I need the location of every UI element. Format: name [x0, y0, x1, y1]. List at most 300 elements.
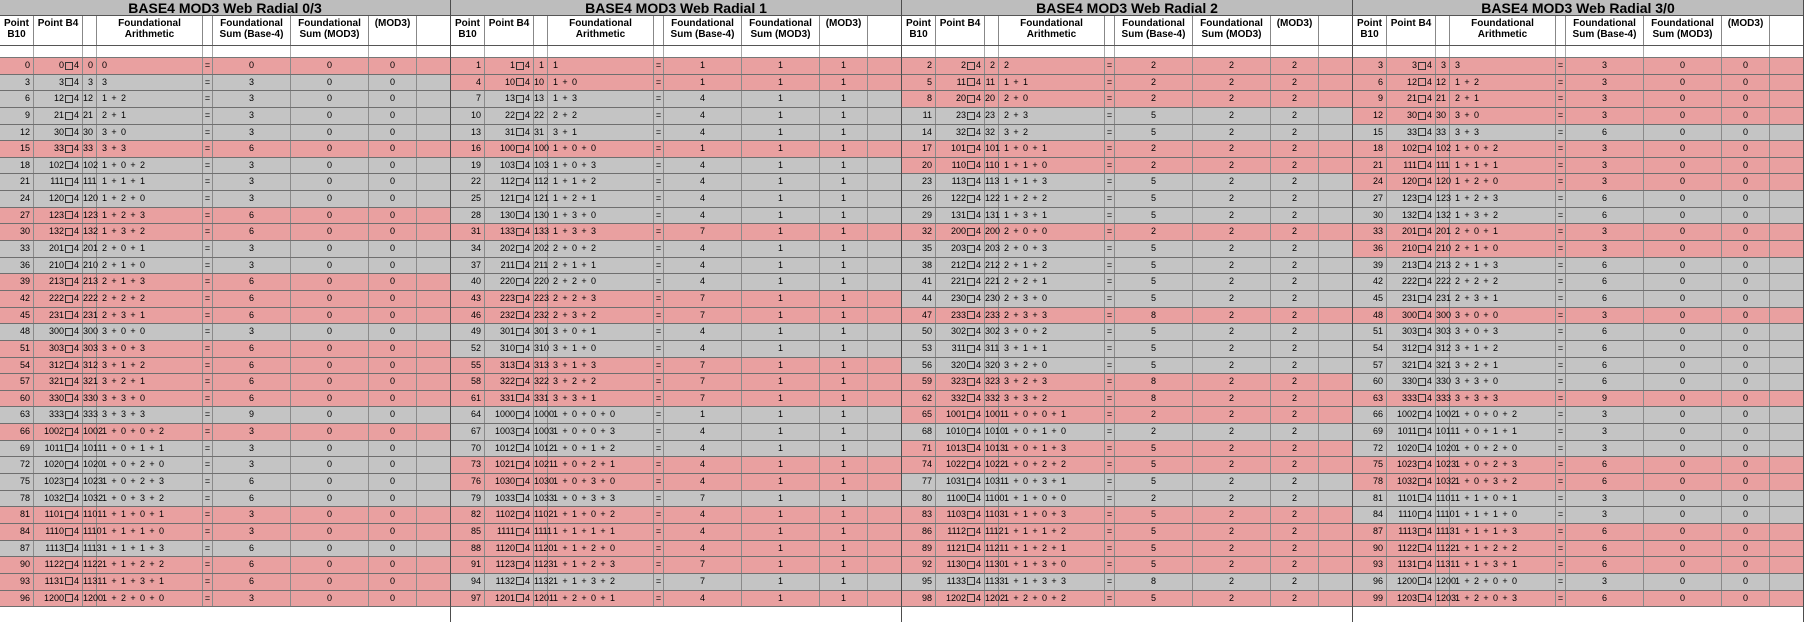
- mod3-cell: 0: [1722, 291, 1770, 307]
- arithmetic-cell: [1450, 341, 1556, 357]
- arithmetic-cell: [548, 274, 654, 290]
- sum-mod3-cell: 0: [291, 274, 369, 290]
- plus-sign: +: [111, 326, 117, 337]
- point-b10-cell: 95: [902, 574, 936, 590]
- digit-cell: 2: [120, 376, 126, 387]
- digit-cell: 2: [1003, 276, 1009, 287]
- arith-number-cell: 333: [83, 407, 97, 423]
- plus-sign: +: [1051, 459, 1057, 470]
- plus-sign: +: [1013, 459, 1019, 470]
- base-suffix: 4: [1426, 459, 1432, 470]
- square-icon: [65, 494, 73, 502]
- mod3-cell: 2: [1271, 358, 1319, 374]
- mod3-cell: 2: [1271, 524, 1319, 540]
- plus-sign: +: [111, 292, 117, 303]
- arithmetic-cell: [97, 258, 203, 274]
- point-b10-cell: 53: [902, 341, 936, 357]
- digit-cell: 0: [590, 209, 596, 220]
- square-icon: [967, 95, 975, 103]
- base-suffix: 4: [1426, 209, 1432, 220]
- point-b10-cell: 39: [0, 274, 34, 290]
- sum-mod3-cell: 0: [291, 491, 369, 507]
- digit-cell: 1: [590, 326, 596, 337]
- base-suffix: 4: [975, 60, 981, 70]
- plus-sign: +: [581, 542, 587, 553]
- point-b10-cell: 37: [451, 258, 485, 274]
- digit-cell: 3: [609, 492, 615, 503]
- plus-sign: +: [600, 476, 606, 487]
- arithmetic-cell: [1450, 208, 1556, 224]
- sum-base4-cell: 2: [1115, 407, 1193, 423]
- table-row: [0, 241, 450, 258]
- arithmetic-cell: [999, 507, 1105, 523]
- blank-cell: [999, 46, 1105, 57]
- point-b4-value: 302: [950, 326, 966, 337]
- plus-sign: +: [149, 509, 155, 520]
- arith-number-cell: 223: [534, 291, 548, 307]
- digit-cell: 1: [1473, 243, 1479, 254]
- plus-sign: +: [130, 476, 136, 487]
- sum-base4-cell: 3: [1566, 491, 1644, 507]
- square-icon: [1418, 178, 1426, 186]
- arith-number-cell: 201: [83, 241, 97, 257]
- point-b10-cell: 2: [902, 58, 936, 74]
- plus-sign: +: [111, 193, 117, 204]
- point-b4-value: 32: [955, 126, 966, 137]
- equals-sign: =: [1105, 457, 1115, 473]
- digit-cell: 3: [1511, 459, 1517, 470]
- point-b4-cell: [1387, 208, 1436, 224]
- square-icon: [65, 594, 73, 602]
- plus-sign: +: [1502, 476, 1508, 487]
- digit-cell: 1: [1454, 476, 1460, 487]
- digit-cell: 3: [101, 342, 107, 353]
- digit-cell: 1: [120, 109, 126, 120]
- equals-sign: =: [654, 191, 664, 207]
- blank-cell: [34, 46, 83, 57]
- table-row: [902, 108, 1352, 125]
- point-b10-cell: 47: [902, 308, 936, 324]
- point-b10-cell: 30: [0, 224, 34, 240]
- digit-cell: 1: [1041, 525, 1047, 536]
- plus-sign: +: [1464, 525, 1470, 536]
- digit-cell: 1: [158, 509, 164, 520]
- point-b4-value: 1002: [43, 426, 64, 437]
- equals-sign: =: [654, 407, 664, 423]
- plus-sign: +: [130, 159, 136, 170]
- sum-base4-cell: 7: [664, 557, 742, 573]
- table-row: [902, 308, 1352, 325]
- point-b4-cell: [485, 191, 534, 207]
- plus-sign: +: [111, 409, 117, 420]
- digit-cell: 3: [1454, 60, 1460, 70]
- table-row: [451, 491, 901, 508]
- plus-sign: +: [1013, 376, 1019, 387]
- mod3-cell: 1: [820, 274, 868, 290]
- arithmetic-cell: [97, 574, 203, 590]
- equals-sign: =: [203, 224, 213, 240]
- digit-cell: 2: [1473, 76, 1479, 87]
- point-b4-value: 1110: [1398, 509, 1417, 520]
- arith-number-cell: 110: [985, 158, 999, 174]
- mod3-cell: 0: [369, 308, 417, 324]
- base-suffix: 4: [73, 575, 79, 586]
- base-suffix: 4: [975, 525, 981, 536]
- digit-cell: 2: [158, 426, 164, 437]
- sum-mod3-cell: 0: [291, 191, 369, 207]
- point-b10-cell: 84: [1353, 507, 1387, 523]
- point-b4-cell: [485, 208, 534, 224]
- plus-sign: +: [1032, 193, 1038, 204]
- square-icon: [516, 361, 524, 369]
- square-icon: [516, 577, 524, 585]
- equals-sign: =: [1556, 308, 1566, 324]
- digit-cell: 2: [1060, 459, 1066, 470]
- digit-cell: 3: [1454, 376, 1460, 387]
- arith-number-cell: 1010: [985, 424, 999, 440]
- sum-mod3-cell: 1: [742, 191, 820, 207]
- table-row: [0, 391, 450, 408]
- header-spacer: [1556, 16, 1566, 45]
- point-b4-value: 221: [950, 276, 966, 287]
- equals-sign: =: [654, 274, 664, 290]
- point-b4-cell: [936, 341, 985, 357]
- point-b4-cell: [1387, 91, 1436, 107]
- base-suffix: 4: [73, 326, 79, 337]
- blank-cell: [1556, 46, 1566, 57]
- digit-cell: 0: [1511, 442, 1517, 453]
- equals-sign: =: [654, 491, 664, 507]
- sum-base4-cell: 6: [213, 208, 291, 224]
- square-icon: [516, 95, 524, 103]
- base-suffix: 4: [524, 359, 530, 370]
- plus-sign: +: [1032, 159, 1038, 170]
- mod3-cell: 0: [369, 291, 417, 307]
- table-row: [451, 457, 901, 474]
- sum-base4-cell: 6: [1566, 274, 1644, 290]
- arith-number-cell: 130: [534, 208, 548, 224]
- arithmetic-cell: [1450, 491, 1556, 507]
- arith-number-cell: 330: [83, 391, 97, 407]
- arithmetic-cell: [548, 391, 654, 407]
- digit-cell: 1: [1492, 292, 1498, 303]
- plus-sign: +: [130, 309, 136, 320]
- table-row: [0, 108, 450, 125]
- mod3-cell: 1: [820, 141, 868, 157]
- table-row: [902, 258, 1352, 275]
- table-row: [451, 191, 901, 208]
- digit-cell: 3: [1454, 126, 1460, 137]
- point-b4-cell: [936, 424, 985, 440]
- equals-sign: =: [203, 141, 213, 157]
- point-b10-cell: 65: [902, 407, 936, 423]
- point-b4-cell: [34, 291, 83, 307]
- base-suffix: 4: [524, 143, 530, 154]
- base-suffix: 4: [73, 359, 79, 370]
- digit-cell: 3: [552, 376, 558, 387]
- square-icon: [516, 528, 524, 536]
- plus-sign: +: [1464, 309, 1470, 320]
- digit-cell: 1: [1022, 259, 1028, 270]
- sum-mod3-cell: 1: [742, 407, 820, 423]
- sum-base4-cell: 3: [1566, 241, 1644, 257]
- arithmetic-cell: [1450, 457, 1556, 473]
- plus-sign: +: [1032, 243, 1038, 254]
- base-suffix: 4: [1426, 243, 1432, 254]
- arith-number-cell: 211: [534, 258, 548, 274]
- point-b4-value: 200: [950, 226, 966, 237]
- plus-sign: +: [130, 292, 136, 303]
- square-icon: [65, 378, 73, 386]
- plus-sign: +: [1013, 359, 1019, 370]
- sum-base4-cell: 2: [1115, 224, 1193, 240]
- arithmetic-cell: [1450, 191, 1556, 207]
- sum-base4-cell: 7: [664, 224, 742, 240]
- point-b4-value: 30: [53, 126, 64, 137]
- plus-sign: +: [1464, 359, 1470, 370]
- table-row: [0, 174, 450, 191]
- arithmetic-cell: [999, 591, 1105, 607]
- point-b4-cell: [1387, 358, 1436, 374]
- square-icon: [65, 62, 73, 70]
- blank-cell: [291, 46, 369, 57]
- point-b4-cell: [1387, 574, 1436, 590]
- mod3-cell: 0: [1722, 457, 1770, 473]
- point-b10-cell: 10: [451, 108, 485, 124]
- square-icon: [516, 178, 524, 186]
- square-icon: [1418, 195, 1426, 203]
- equals-sign: =: [1556, 158, 1566, 174]
- base-suffix: 4: [73, 376, 79, 387]
- base-suffix: 4: [73, 525, 79, 536]
- plus-sign: +: [1032, 326, 1038, 337]
- arithmetic-cell: [999, 291, 1105, 307]
- digit-cell: 0: [1473, 442, 1479, 453]
- table-row: [902, 75, 1352, 92]
- digit-cell: 2: [1022, 359, 1028, 370]
- point-b4-cell: [485, 557, 534, 573]
- point-b4-value: 1100: [946, 492, 966, 503]
- equals-sign: =: [1556, 541, 1566, 557]
- mod3-cell: 1: [820, 374, 868, 390]
- equals-sign: =: [1105, 407, 1115, 423]
- plus-sign: +: [1013, 592, 1019, 603]
- base-suffix: 4: [975, 359, 981, 370]
- header-spacer: [985, 16, 999, 45]
- point-b10-cell: 8: [902, 91, 936, 107]
- sum-base4-cell: 5: [1115, 474, 1193, 490]
- mod3-cell: 0: [1722, 341, 1770, 357]
- base-suffix: 4: [975, 143, 981, 154]
- square-icon: [65, 544, 73, 552]
- sum-base4-cell: 3: [213, 158, 291, 174]
- table-row: [1353, 125, 1803, 142]
- point-b10-cell: 98: [902, 591, 936, 607]
- sum-base4-cell: 5: [1115, 541, 1193, 557]
- mod3-cell: 2: [1271, 557, 1319, 573]
- digit-cell: 1: [1022, 509, 1028, 520]
- plus-sign: +: [111, 209, 117, 220]
- table-row: [451, 241, 901, 258]
- table-row: [451, 574, 901, 591]
- plus-sign: +: [130, 525, 136, 536]
- arith-number-cell: 1023: [83, 474, 97, 490]
- plus-sign: +: [1464, 143, 1470, 154]
- point-b4-value: 1121: [946, 542, 966, 553]
- plus-sign: +: [581, 376, 587, 387]
- base-suffix: 4: [1426, 592, 1432, 603]
- base-suffix: 4: [73, 409, 79, 420]
- plus-sign: +: [562, 193, 568, 204]
- point-b4-cell: [936, 174, 985, 190]
- point-b4-cell: [34, 341, 83, 357]
- sum-base4-cell: 4: [664, 441, 742, 457]
- digit-cell: 3: [552, 392, 558, 403]
- mod3-cell: 0: [369, 474, 417, 490]
- equals-sign: =: [203, 274, 213, 290]
- sum-mod3-cell: 0: [291, 341, 369, 357]
- point-b4-value: 122: [950, 193, 966, 204]
- digit-cell: 0: [571, 76, 577, 87]
- table-row: [0, 191, 450, 208]
- point-b10-cell: 48: [0, 324, 34, 340]
- point-b4-cell: [34, 208, 83, 224]
- point-b4-cell: [485, 407, 534, 423]
- plus-sign: +: [1464, 109, 1470, 120]
- plus-sign: +: [1032, 359, 1038, 370]
- blank-cell: [1722, 46, 1770, 57]
- digit-cell: 1: [1492, 359, 1498, 370]
- arithmetic-cell: [97, 324, 203, 340]
- sum-mod3-cell: 0: [1644, 158, 1722, 174]
- arith-number-cell: 1013: [985, 441, 999, 457]
- arith-number-cell: 1100: [985, 491, 999, 507]
- base-suffix: 4: [975, 276, 981, 287]
- digit-cell: 2: [1492, 459, 1498, 470]
- table-row: [1353, 574, 1803, 591]
- point-b4-value: 1002: [1396, 409, 1417, 420]
- square-icon: [65, 361, 73, 369]
- plus-sign: +: [1032, 143, 1038, 154]
- base-suffix: 4: [524, 109, 530, 120]
- equals-sign: =: [1556, 574, 1566, 590]
- mod3-cell: 1: [820, 308, 868, 324]
- sum-base4-cell: 3: [213, 91, 291, 107]
- point-b4-value: 223: [499, 292, 515, 303]
- point-b4-value: 103: [499, 159, 515, 170]
- point-b10-cell: 69: [1353, 424, 1387, 440]
- sum-mod3-cell: 0: [1644, 191, 1722, 207]
- plus-sign: +: [1483, 525, 1489, 536]
- digit-cell: 0: [120, 426, 126, 437]
- plus-sign: +: [111, 309, 117, 320]
- point-b10-cell: 39: [1353, 258, 1387, 274]
- point-b10-cell: 19: [451, 158, 485, 174]
- point-b4-value: 1020: [1396, 442, 1417, 453]
- sum-mod3-cell: 0: [1644, 125, 1722, 141]
- arith-number-cell: 33: [1436, 125, 1450, 141]
- point-b4-value: 1031: [945, 476, 966, 487]
- table-row: [451, 308, 901, 325]
- equals-sign: =: [203, 191, 213, 207]
- table-row: [1353, 174, 1803, 191]
- digit-cell: 3: [609, 426, 615, 437]
- point-b4-value: 232: [499, 309, 515, 320]
- equals-sign: =: [203, 541, 213, 557]
- point-b4-cell: [485, 91, 534, 107]
- sum-mod3-cell: 2: [1193, 224, 1271, 240]
- base-suffix: 4: [524, 243, 530, 254]
- arithmetic-cell: [97, 191, 203, 207]
- sum-base4-cell: 3: [213, 441, 291, 457]
- equals-sign: =: [203, 391, 213, 407]
- arithmetic-cell: [548, 158, 654, 174]
- equals-sign: =: [203, 208, 213, 224]
- digit-cell: 1: [1022, 342, 1028, 353]
- plus-sign: +: [562, 342, 568, 353]
- plus-sign: +: [149, 525, 155, 536]
- plus-sign: +: [1483, 476, 1489, 487]
- digit-cell: 1: [1473, 93, 1479, 104]
- sum-base4-cell: 3: [213, 125, 291, 141]
- base-suffix: 4: [73, 542, 79, 553]
- sum-base4-cell: 6: [213, 574, 291, 590]
- square-icon: [1418, 228, 1426, 236]
- arith-number-cell: 1002: [83, 424, 97, 440]
- point-b10-cell: 88: [451, 541, 485, 557]
- table-row: [451, 374, 901, 391]
- digit-cell: 0: [120, 476, 126, 487]
- square-icon: [967, 494, 975, 502]
- arithmetic-cell: [1450, 258, 1556, 274]
- equals-sign: =: [1105, 158, 1115, 174]
- arithmetic-cell: [548, 491, 654, 507]
- digit-cell: 2: [1473, 359, 1479, 370]
- digit-cell: 2: [1473, 176, 1479, 187]
- plus-sign: +: [562, 592, 568, 603]
- base-suffix: 4: [524, 542, 530, 553]
- arithmetic-cell: [999, 58, 1105, 74]
- point-b10-cell: 20: [902, 158, 936, 174]
- digit-cell: 2: [552, 309, 558, 320]
- sum-base4-cell: 1: [664, 141, 742, 157]
- square-icon: [967, 311, 975, 319]
- digit-cell: 0: [1492, 592, 1498, 603]
- digit-cell: 0: [1473, 426, 1479, 437]
- point-b4-cell: [1387, 407, 1436, 423]
- sum-base4-cell: 6: [1566, 258, 1644, 274]
- sum-mod3-cell: 0: [1644, 424, 1722, 440]
- point-b10-cell: 81: [0, 507, 34, 523]
- base-suffix: 4: [524, 276, 530, 287]
- plus-sign: +: [1464, 342, 1470, 353]
- digit-cell: 0: [139, 592, 145, 603]
- sum-mod3-cell: 1: [742, 424, 820, 440]
- base-suffix: 4: [524, 559, 530, 570]
- arith-number-cell: 12: [1436, 75, 1450, 91]
- sum-base4-cell: 2: [1115, 141, 1193, 157]
- point-b4-value: 330: [1401, 376, 1417, 387]
- blank-cell: [654, 46, 664, 57]
- square-icon: [516, 428, 524, 436]
- plus-sign: +: [111, 509, 117, 520]
- sum-mod3-cell: 2: [1193, 441, 1271, 457]
- square-icon: [65, 478, 73, 486]
- equals-sign: =: [1105, 541, 1115, 557]
- equals-sign: =: [1556, 58, 1566, 74]
- mod3-cell: 0: [1722, 474, 1770, 490]
- sum-mod3-cell: 0: [1644, 91, 1722, 107]
